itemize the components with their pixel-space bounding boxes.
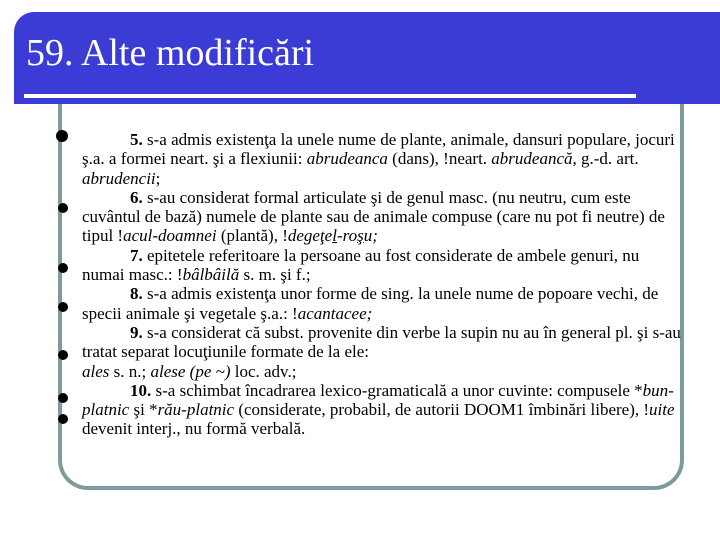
item-text: s-a admis existenţa la unele nume de plante, animale, dansuri populare, jocuri ş.a. a formei neart. şi a flexiunii: (82, 130, 675, 169)
underlined-letter: l (332, 226, 337, 246)
list-item-5 (82, 130, 682, 188)
item-number: 7. (130, 245, 143, 265)
bullet-icon (58, 263, 68, 273)
example-part: u; (363, 226, 378, 246)
item-number: 10. (130, 380, 152, 400)
example-word: acul-doamnei (123, 226, 217, 246)
item-text: şi * (129, 400, 158, 420)
item-text: (plantă), ! (216, 226, 288, 246)
list-item-9 (82, 323, 682, 362)
example-part: degeţe (287, 226, 333, 246)
item-text: s-a considerat că subst. provenite din verbe la supin nu au în general pl. şi s-au tratat separat locuţiunile formate de la ele: (82, 322, 681, 362)
example-word: bun-platnic (82, 380, 674, 420)
item-number: 5. (130, 130, 143, 149)
example-word: rău-platnic (157, 400, 235, 420)
item-number: 6. (130, 187, 143, 207)
item-text: s. m. şi f.; (239, 265, 311, 285)
item-number: 8. (130, 284, 143, 304)
title-divider (24, 94, 636, 98)
bullet-icon (58, 350, 68, 360)
example-word: uite (649, 400, 675, 420)
bullet-icon (58, 414, 68, 424)
item-text: s. n.; (109, 361, 151, 381)
example-word: acantacee; (297, 303, 373, 323)
item-text: ; (155, 168, 161, 188)
example-word: abrudencii (82, 168, 156, 188)
item-number: 9. (130, 322, 143, 342)
list-item-10 (82, 381, 682, 439)
example-word: alese (pe ~) (150, 361, 231, 381)
example-word: bâlbâilă (182, 265, 240, 285)
bullet-icon (58, 302, 68, 312)
example-word: ales (82, 361, 110, 381)
list-item-6 (82, 188, 682, 246)
item-text: g.-d. art. (576, 149, 639, 169)
item-text: loc. adv.; (230, 361, 297, 381)
list-item-ales (82, 362, 682, 381)
slide-title: 59. Alte modificări (26, 32, 315, 74)
example-word: abrudeanca (306, 149, 388, 169)
bullet-icon (58, 393, 68, 403)
example-part: -ro (336, 226, 358, 246)
underlined-letter: ş (357, 226, 364, 246)
item-text: epitetele referitoare la persoane au fost considerate de ambele genuri, nu numai masc.: ! (82, 245, 640, 285)
item-text: s-au considerat formal articulate şi de genul masc. (nu neutru, cum este cuvântul de bază) numele de plante sau de animale compuse (care nu pot fi neutre) de tipul ! (82, 187, 665, 246)
list-item-8 (82, 284, 682, 323)
item-text: (considerate, probabil, de autorii DOOM1 îmbinări libere), ! (234, 400, 650, 420)
bullet-icon (58, 203, 68, 213)
example-word: abrudeancă, (491, 149, 577, 169)
item-text: s-a schimbat încadrarea lexico-gramaticală a unor cuvinte: compusele * (151, 380, 643, 400)
example-word (288, 226, 378, 245)
bullet-list (82, 130, 682, 439)
item-text: devenit interj., nu formă verbală. (82, 419, 306, 439)
bullet-icon (56, 130, 68, 142)
list-item-7 (82, 246, 682, 285)
item-text: s-a admis existenţa unor forme de sing. la unele nume de popoare vechi, de specii animale şi vegetale ş.a.: ! (82, 284, 659, 323)
item-text: (dans), !neart. (387, 149, 492, 169)
